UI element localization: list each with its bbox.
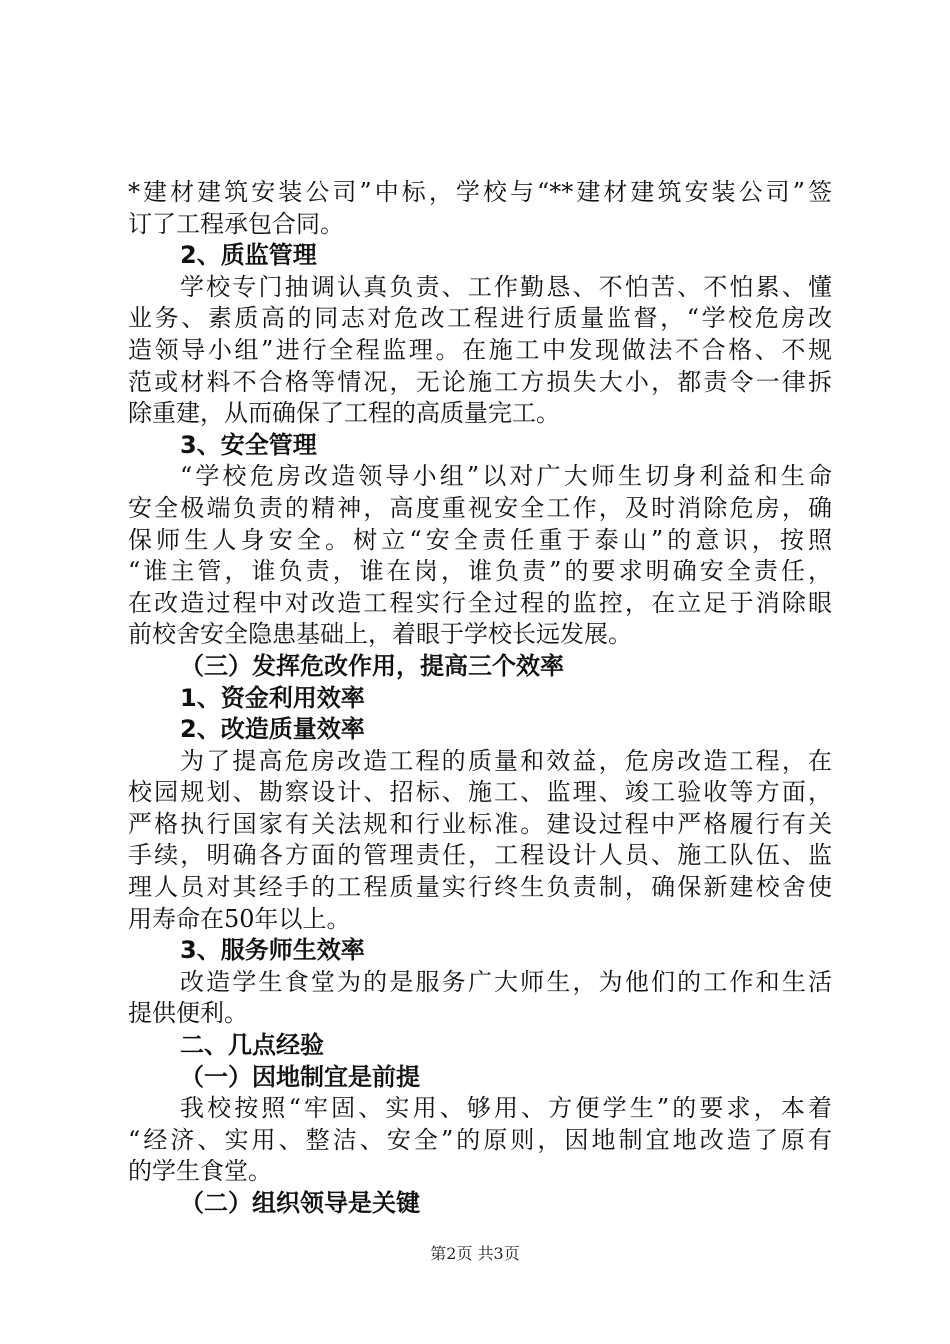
section-heading: （二）组织领导是关键	[180, 1189, 420, 1217]
paragraph-last-line: 除重建，从而确保了工程的高质量完工。	[128, 399, 560, 428]
paragraph-line: 手续，明确各方面的管理责任，工程设计人员、施工队伍、监	[128, 841, 832, 870]
paragraph-first-line: 学校专门抽调认真负责、工作勤恳、不怕苦、不怕累、懂	[180, 272, 832, 301]
paragraph-line: “谁主管，谁负责，谁在岗，谁负责”的要求明确安全责任，	[128, 557, 832, 586]
paragraph-line: 在改造过程中对改造工程实行全过程的监控，在立足于消除眼	[128, 588, 832, 617]
section-heading: 3、服务师生效率	[180, 936, 365, 965]
section-heading: 1、资金利用效率	[180, 683, 365, 712]
paragraph-last-line: 前校舍安全隐患基础上，着眼于学校长远发展。	[128, 620, 632, 649]
section-heading: 2、改造质量效率	[180, 715, 365, 744]
paragraph-line: 严格执行国家有关法规和行业标准。建设过程中严格履行有关	[128, 809, 832, 838]
paragraph-last-line: 提供便利。	[128, 999, 248, 1028]
paragraph-line: 业务、素质高的同志对危改工程进行质量监督，“学校危房改	[128, 304, 832, 333]
document-body	[128, 177, 832, 1220]
paragraph-line: “经济、实用、整洁、安全”的原则，因地制宜地改造了原有	[128, 1125, 832, 1154]
paragraph-last-line: 的学生食堂。	[128, 1157, 272, 1186]
paragraph-line: 保师生人身安全。树立“安全责任重于泰山”的意识，按照	[128, 525, 832, 554]
paragraph-line: *建材建筑安装公司”中标，学校与“**建材建筑安装公司”签	[128, 178, 832, 206]
paragraph-last-line: 用寿命在50年以上。	[128, 904, 351, 933]
paragraph-line: 造领导小组”进行全程监理。在施工中发现做法不合格、不规	[128, 335, 832, 364]
section-heading: 2、质监管理	[180, 241, 317, 270]
page-footer: 第2页 共3页	[430, 1244, 520, 1263]
paragraph-first-line: “学校危房改造领导小组”以对广大师生切身利益和生命	[180, 462, 832, 491]
paragraph-line: 安全极端负责的精神，高度重视安全工作，及时消除危房，确	[128, 493, 832, 522]
section-heading: 3、安全管理	[180, 430, 317, 459]
paragraph-line: 理人员对其经手的工程质量实行终生负责制，确保新建校舍使	[128, 873, 832, 902]
paragraph-line: 校园规划、勘察设计、招标、施工、监理、竣工验收等方面，	[128, 778, 832, 807]
paragraph-first-line: 改造学生食堂为的是服务广大师生，为他们的工作和生活	[180, 967, 832, 996]
paragraph-first-line: 我校按照“牢固、实用、够用、方便学生”的要求，本着	[180, 1094, 832, 1123]
paragraph-line: 范或材料不合格等情况，无论施工方损失大小，都责令一律拆	[128, 367, 832, 396]
paragraph-first-line: 为了提高危房改造工程的质量和效益，危房改造工程，在	[180, 746, 832, 775]
section-heading: （一）因地制宜是前提	[180, 1062, 420, 1091]
section-heading: 二、几点经验	[180, 1031, 324, 1060]
paragraph-last-line: 订了工程承包合同。	[128, 209, 344, 238]
section-heading: （三）发挥危改作用，提高三个效率	[180, 651, 564, 680]
